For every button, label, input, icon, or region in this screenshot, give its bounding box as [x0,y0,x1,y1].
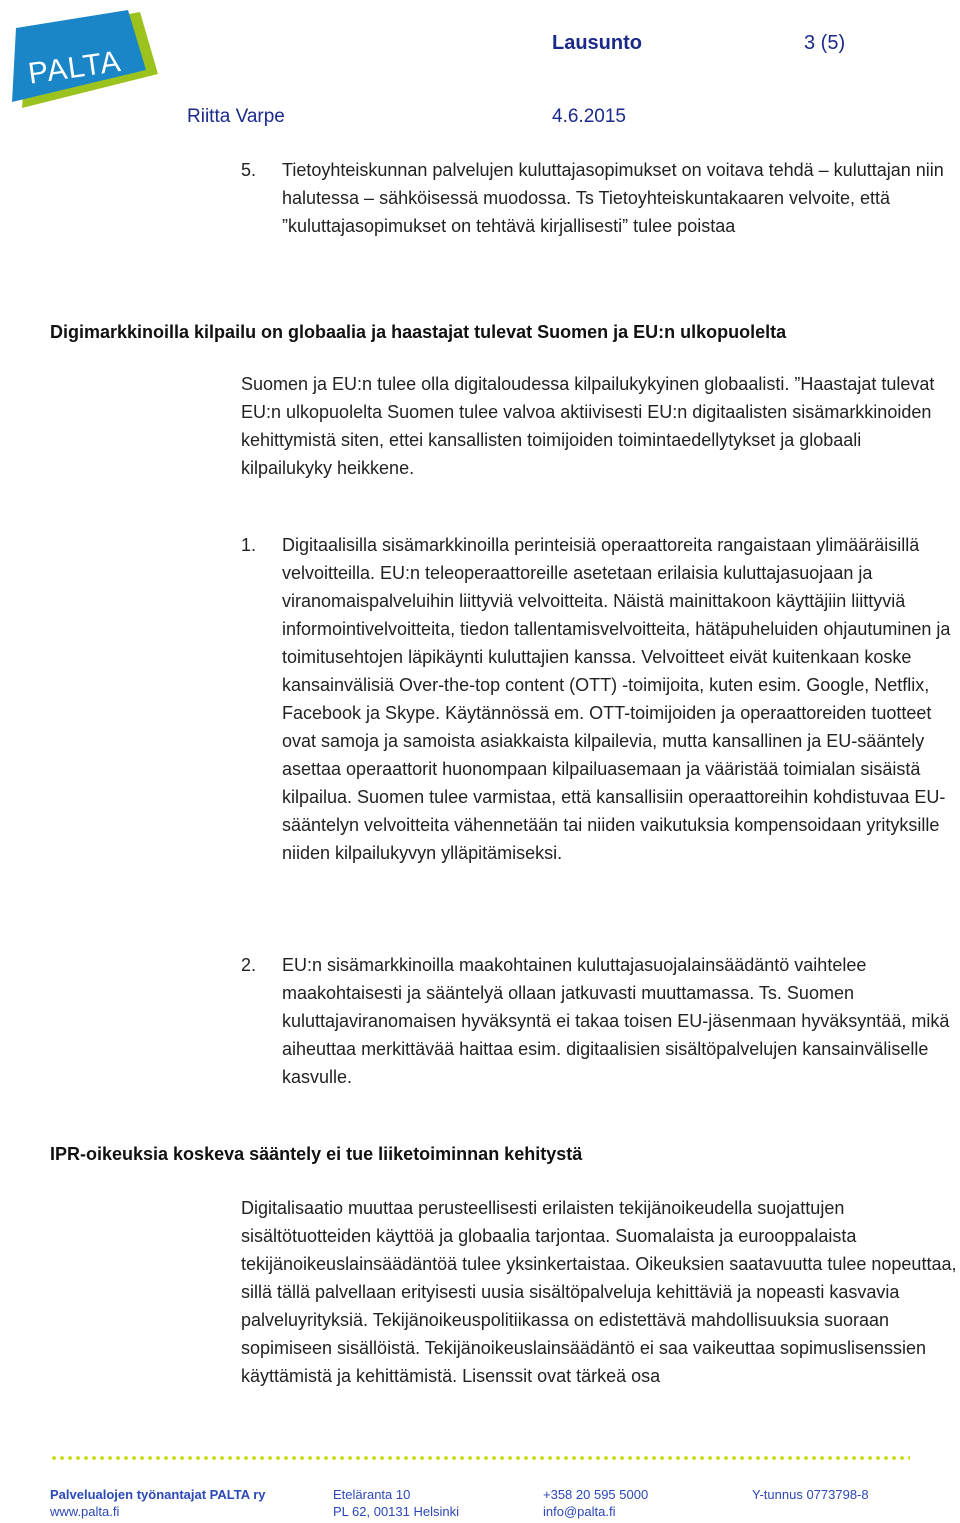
list-item-text: EU:n sisämarkkinoilla maakohtainen kuluttajasuojalainsäädäntö vaihtelee maakohtaisesti ja sääntelyä ollaan jatkuvasti muuttamassa. Ts. Suomen kuluttajaviranomaisen hyväksyntä ei takaa toisen EU-jäsenmaan hyväksyntää, mikä aiheuttaa merkittävää haittaa esim. digitaalisien sisältöpalvelujen kansainväliselle kasvulle. [282,955,950,1087]
palta-logo [10,8,162,116]
list-number: 1. [241,535,257,555]
footer-phone: +358 20 595 5000 [543,1487,649,1502]
footer-divider [50,1454,910,1462]
section-heading: IPR-oikeuksia koskeva sääntely ei tue liiketoiminnan kehitystä [50,1144,583,1164]
list-item-text: Digitaalisilla sisämarkkinoilla perinteisiä operaattoreita rangaistaan ylimääräisillä velvoitteilla. EU:n teleoperaattoreille asetetaan erilaisia kuluttajasuojaan ja viranomaispalveluihin liittyviä velvoitteita. Näistä mainittakoon käyttäjiin liittyviä informointivelvoitteita, tiedon tallentamisvelvoitteita, hätäpuheluiden ohjautuminen ja toimitusehtojen läpikäynti kuluttajien kanssa. Velvoitteet eivät kuitenkaan koske kansainvälisiä Over-the-top content (OTT) -toimijoita, kuten esim. Google, Netflix, Facebook ja Skype. Käytännössä em. OTT-toimijoiden ja operaattoreiden tuotteet ovat samoja ja samoista asiakkaista kilpailevia, mutta kansallinen ja EU-sääntely asettaa operaattorit huonompaan kilpailuasemaan ja vääristää toimialan sisäistä kilpailua. Suomen tulee varmistaa, että kansallisiin operaattoreihin kohdistuvaa EU-sääntelyn velvoitteita vähennetään tai niiden vaikutuksia kompensoidaan yrityksille niiden kilpailukyvyn ylläpitämiseksi. [282,535,951,863]
document-type: Lausunto [552,32,642,54]
section-paragraph: Suomen ja EU:n tulee olla digitaloudessa kilpailukykyinen globaalisti. ”Haastajat tulevat EU:n ulkopuolelta Suomen tulee valvoa aktiivisesti EU:n digitaalisten sisämarkkinoiden kehittymistä siten, ettei kansallisten toimijoiden toimintaedellytykset ja globaali kilpailukyky heikkene. [241,374,935,478]
footer-website-link[interactable]: www.palta.fi [50,1504,120,1519]
list-number: 5. [241,160,257,180]
footer-org-name: Palvelualojen työnantajat PALTA ry [50,1487,266,1502]
footer-business-id: Y-tunnus 0773798-8 [752,1487,869,1502]
list-item-text: Tietoyhteiskunnan palvelujen kuluttajasopimukset on voitava tehdä – kuluttajan niin halutessa – sähköisessä muodossa. Ts Tietoyhteiskuntakaaren velvoite, että ”kuluttajasopimukset on tehtävä kirjallisesti” tulee poistaa [282,160,944,236]
section-heading: Digimarkkinoilla kilpailu on globaalia ja haastajat tulevat Suomen ja EU:n ulkopuolelta [50,322,787,342]
author-name: Riitta Varpe [187,106,285,127]
footer-email-link[interactable]: info@palta.fi [543,1504,616,1519]
svg-text:PALTA: PALTA [26,45,124,91]
footer-postal: PL 62, 00131 Helsinki [333,1504,459,1519]
footer-street: Eteläranta 10 [333,1487,411,1502]
section-paragraph: Digitalisaatio muuttaa perusteellisesti erilaisten tekijänoikeudella suojattujen sisältötuotteiden käyttöä ja globaalia tarjontaa. Suomalaista ja eurooppalaista tekijänoikeuslainsäädäntöä tulee yksinkertaistaa. Oikeuksien saatavuutta tulee nopeuttaa, sillä tällä palvellaan erityisesti uusia sisältöpalveluja kehittäviä ja nopeasti kasvavia palveluyrityksiä. Tekijänoikeuspolitiikassa on edistettävä mahdollisuuksia suoraan sopimiseen sisällöistä. Tekijänoikeuslainsäädäntö ei saa vaikeuttaa sopimuslisenssien käyttämistä ja kehittämistä. Lisenssit ovat tärkeä osa [241,1198,957,1386]
document-date: 4.6.2015 [552,106,626,127]
palta-logo-graphic [10,8,162,116]
list-number: 2. [241,955,257,975]
page-indicator: 3 (5) [804,32,846,54]
